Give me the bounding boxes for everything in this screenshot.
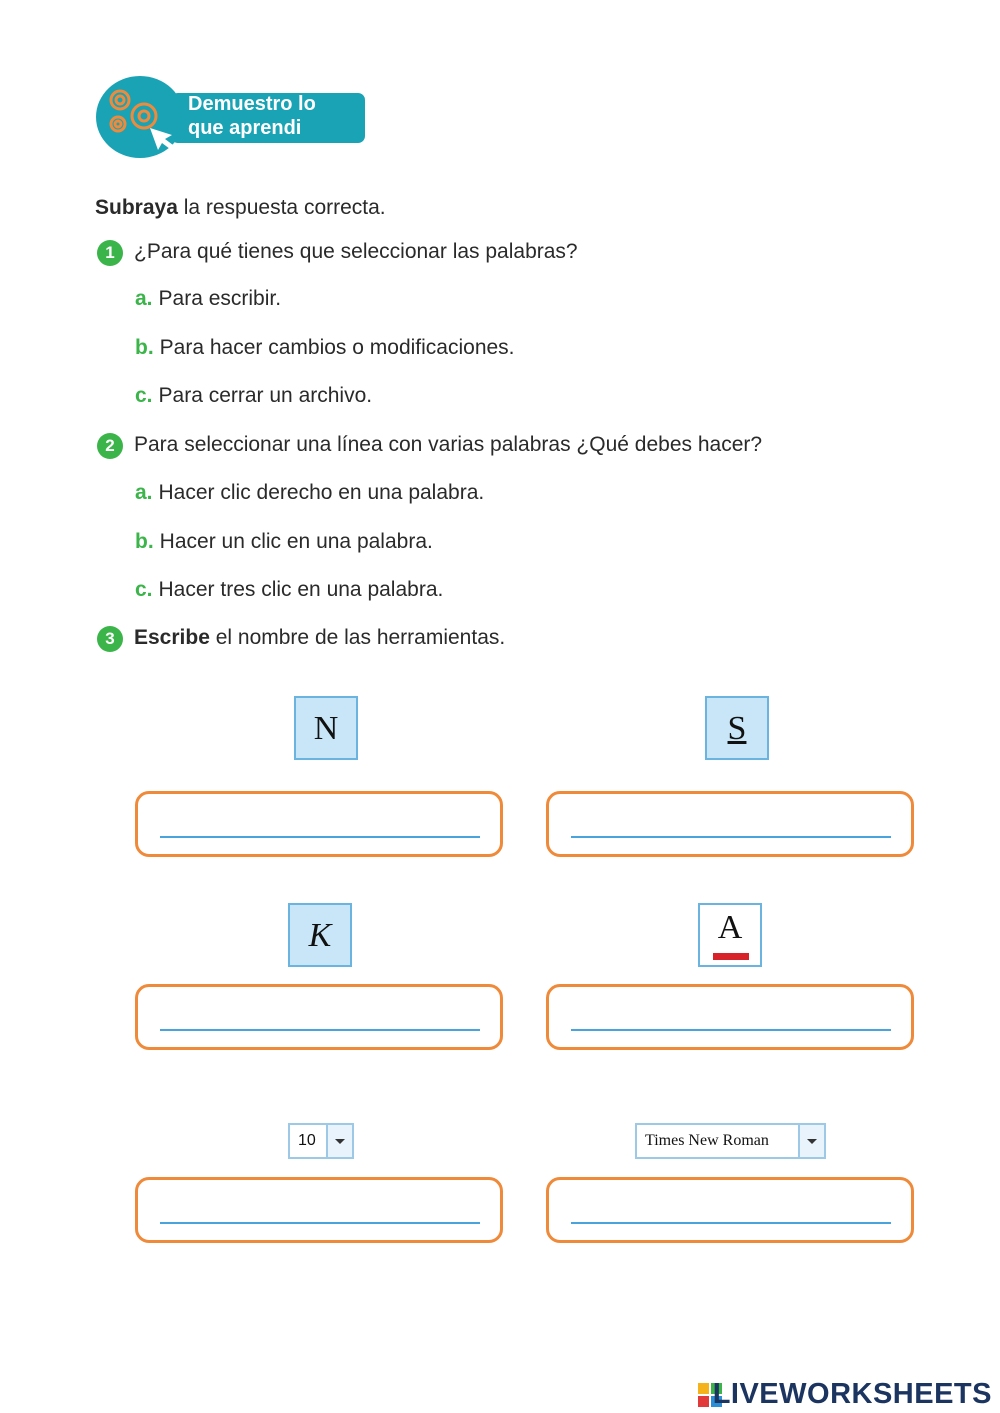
option-text: Para escribir. [158,287,282,310]
badge-line-2: que aprendi [188,117,302,139]
option-letter: c. [135,578,153,601]
question-2-number: 2 [97,433,123,459]
question-3-number: 3 [97,626,123,652]
answer-line [571,1029,891,1031]
option-text: Para hacer cambios o modificaciones. [159,336,515,359]
option-letter: b. [135,336,154,359]
answer-line [571,836,891,838]
question-3-rest: el nombre de las herramientas. [209,626,506,649]
underline-tool-icon: S [705,696,769,760]
badge-title [188,92,373,140]
question-2-option-b[interactable] [135,530,433,554]
question-2-option-a[interactable] [135,481,484,505]
question-1-option-b[interactable] [135,336,515,360]
font-name-dropdown [635,1123,826,1159]
badge-line-1: Demuestro lo [188,93,316,115]
answer-box-underline[interactable] [546,791,914,857]
liveworksheets-logo: LIVEWORKSHEETS [712,1378,992,1410]
answer-box-bold[interactable] [135,791,503,857]
answer-line [160,1222,480,1224]
question-1-text: ¿Para qué tienes que seleccionar las palabras? [134,240,578,263]
answer-box-font-name[interactable] [546,1177,914,1243]
option-letter: b. [135,530,154,553]
chevron-down-icon [798,1125,824,1157]
question-1-option-c[interactable] [135,384,372,408]
option-letter: c. [135,384,153,407]
option-letter: a. [135,481,153,504]
instruction [95,196,386,220]
font-size-dropdown [288,1123,354,1159]
gears-icon [96,76,184,158]
font-name-value: Times New Roman [645,1132,769,1149]
section-badge [96,72,371,162]
chevron-down-icon [326,1125,352,1157]
question-1-option-a[interactable] [135,287,281,311]
font-color-bar [713,953,749,960]
question-2-text: Para seleccionar una línea con varias palabras ¿Qué debes hacer? [134,433,763,456]
option-text: Hacer tres clic en una palabra. [158,578,444,601]
font-color-letter: A [717,909,743,946]
instruction-rest: la respuesta correcta. [177,196,386,219]
answer-box-italic[interactable] [135,984,503,1050]
option-text: Hacer un clic en una palabra. [159,530,433,553]
font-color-tool-icon [698,903,762,967]
answer-box-font-color[interactable] [546,984,914,1050]
question-3-text [134,626,505,650]
option-text: Hacer clic derecho en una palabra. [158,481,485,504]
answer-line [571,1222,891,1224]
question-3-bold: Escribe [134,626,210,649]
font-size-value: 10 [298,1132,316,1149]
option-text: Para cerrar un archivo. [158,384,373,407]
instruction-bold: Subraya [95,196,178,219]
question-1-number: 1 [97,240,123,266]
bold-tool-icon: N [294,696,358,760]
question-2-option-c[interactable] [135,578,443,602]
option-letter: a. [135,287,153,310]
answer-box-font-size[interactable] [135,1177,503,1243]
answer-line [160,836,480,838]
answer-line [160,1029,480,1031]
italic-tool-icon: K [288,903,352,967]
